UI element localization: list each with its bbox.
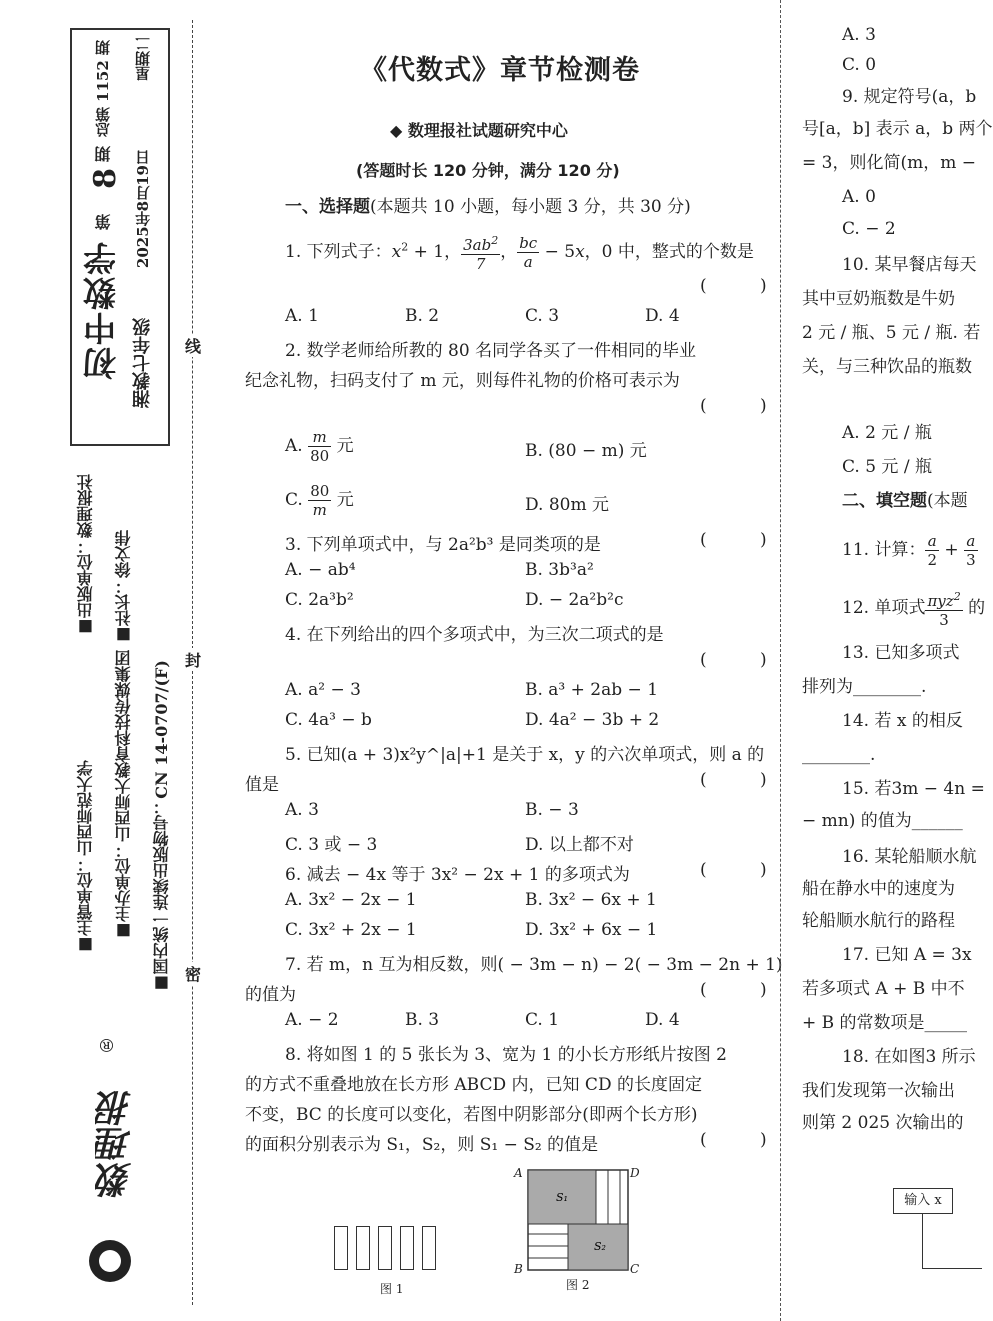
byline: ◆ 数理报社试题研究中心 — [390, 121, 568, 140]
vertex-d: D — [630, 1166, 640, 1180]
section-note: (本题共 10 小题，每小题 3 分，共 30 分) — [370, 197, 691, 217]
section-title: 一、选择题 — [285, 197, 370, 217]
answer-paren-2[interactable]: ( ) — [700, 396, 791, 416]
r-q17-line3: + B 的常数项是_____ — [802, 1013, 968, 1033]
r-q10-line3: 2 元 / 瓶、5 元 / 瓶. 若 — [802, 323, 981, 343]
q4-opt-b[interactable]: B. a³ + 2ab − 1 — [525, 680, 659, 700]
q5-opt-d[interactable]: D. 以上都不对 — [525, 835, 634, 855]
q7-opt-d[interactable]: D. 4 — [645, 1010, 680, 1030]
r-q9-opt-c[interactable]: C. − 2 — [842, 219, 896, 239]
r-q14-line1: 14. 若 x 的相反 — [842, 711, 963, 731]
figure-2-caption: 图 2 — [566, 1278, 590, 1292]
r-q18-line2: 我们发现第一次输出 — [802, 1081, 955, 1101]
q4-text: 4. 在下列给出的四个多项式中，为三次二项式的是 — [285, 625, 664, 645]
r-q16-line3: 轮船顺水航行的路程 — [802, 911, 955, 931]
grade-edition: 湘教七年级 — [132, 318, 153, 408]
r-q17-line2: 若多项式 A + B 中不 — [802, 979, 965, 999]
issue-number: 8 — [88, 168, 123, 189]
q5-line2: 值是 — [245, 775, 279, 795]
sponsor: ■主管单位：山西师范大学 — [76, 760, 95, 955]
q7-opt-b[interactable]: B. 3 — [405, 1010, 440, 1030]
q3-text: 3. 下列单项式中，与 2a²b³ 是同类项的是 — [285, 535, 601, 555]
question-1: 1. 下列式子：$x^2 + 1$， $\frac{3ab^2}{7}$ ， $\frac{bc}{a}$ − 5x，0 中，整式的个数是 — [285, 234, 754, 273]
flow-line-horizontal — [922, 1268, 982, 1269]
figure-2 — [520, 1164, 640, 1280]
q3-opt-d[interactable]: D. − 2a²b²c — [525, 590, 624, 610]
organizer: ■主办单位：山西师大教育科技传媒集团 — [114, 650, 133, 941]
r-q16-line2: 船在静水中的速度为 — [802, 879, 955, 899]
answer-paren-7[interactable]: ( ) — [700, 980, 791, 1000]
vertex-c: C — [630, 1262, 640, 1276]
q8-line1: 8. 将如图 1 的 5 张长为 3、宽为 1 的小长方形纸片按图 2 — [285, 1045, 727, 1065]
q6-opt-d[interactable]: D. 3x² + 6x − 1 — [525, 920, 658, 940]
r-q9-line1: 9. 规定符号(a，b — [842, 87, 977, 107]
r-q11-text: 11. 计算： — [842, 540, 926, 560]
publish-date: 2025年8月19日 — [134, 150, 152, 269]
cn-number: ■国内统一连续出版物号：CN 14-0707/(F) — [152, 660, 171, 994]
q5-opt-c[interactable]: C. 3 或 − 3 — [285, 835, 378, 855]
q8-line4: 的面积分别表示为 S₁，S₂，则 S₁ − S₂ 的值是 — [245, 1135, 599, 1155]
r-q11: 11. 计算： $\frac{a}{2}$ + $\frac{a}{3}$ — [842, 532, 976, 569]
r-q14-line2: ________. — [802, 745, 876, 765]
logo-wordmark: 数理报 — [95, 1090, 137, 1198]
section-heading-1 — [285, 192, 691, 217]
r-q10-opt-a[interactable]: A. 2 元 / 瓶 — [842, 423, 932, 443]
q2-opt-c[interactable]: C. $\frac{80}{m}$ 元 — [285, 482, 354, 519]
q5-opt-b[interactable]: B. − 3 — [525, 800, 579, 820]
figure-1-caption: 图 1 — [380, 1282, 404, 1296]
q1-opt-a[interactable]: A. 1 — [285, 306, 319, 326]
issue-label: 第 — [94, 214, 113, 230]
q6-opt-a[interactable]: A. 3x² − 2x − 1 — [285, 890, 417, 910]
flow-line-vertical — [922, 1214, 923, 1268]
q6-opt-b[interactable]: B. 3x² − 6x + 1 — [525, 890, 657, 910]
total-issue: 总第 1152 期 — [94, 40, 112, 138]
q1-opt-b[interactable]: B. 2 — [405, 306, 440, 326]
r-q15-line2: − mn) 的值为______ — [802, 811, 963, 831]
r-q16-line1: 16. 某轮船顺水航 — [842, 847, 977, 867]
r-section-2 — [842, 486, 968, 516]
q2-opt-a[interactable]: A. $\frac{m}{80}$ 元 — [285, 428, 354, 465]
q7-opt-c[interactable]: C. 1 — [525, 1010, 560, 1030]
r-q13-line2: 排列为________. — [802, 677, 927, 697]
label-s2: S₂ — [594, 1240, 606, 1253]
r-q18-line3: 则第 2 025 次输出的 — [802, 1113, 964, 1133]
r-q9-opt-a[interactable]: A. 0 — [842, 187, 876, 207]
r-q12-text: 12. 单项式 — [842, 598, 926, 618]
q3-opt-a[interactable]: A. − ab⁴ — [285, 560, 356, 580]
r-q15-line1: 15. 若3m − 4n = — [842, 779, 985, 799]
q4-opt-c[interactable]: C. 4a³ − b — [285, 710, 372, 730]
q6-text: 6. 减去 − 4x 等于 3x² − 2x + 1 的多项式为 — [285, 865, 630, 885]
q5-line1: 5. 已知(a + 3)x²y^|a|+1 是关于 x，y 的六次单项式，则 a 的 — [285, 745, 765, 765]
q4-opt-d[interactable]: D. 4a² − 3b + 2 — [525, 710, 660, 730]
r-q18-line1: 18. 在如图3 所示 — [842, 1047, 976, 1067]
president: ■社长：徐文伟 — [114, 530, 133, 645]
logo-icon — [89, 1240, 131, 1282]
q3-opt-b[interactable]: B. 3b³a² — [525, 560, 594, 580]
label-s1: S₁ — [556, 1191, 568, 1204]
registered-mark: ® — [96, 1034, 117, 1055]
answer-paren-4[interactable]: ( ) — [700, 650, 791, 670]
q1-opt-d[interactable]: D. 4 — [645, 306, 680, 326]
flow-input-box: 输入 x — [893, 1188, 953, 1214]
q7-line1: 7. 若 m，n 互为相反数，则( − 3m − n) − 2( − 3m − 2n + 1) — [285, 955, 783, 975]
q5-opt-a[interactable]: A. 3 — [285, 800, 319, 820]
q2-line2: 纪念礼物，扫码支付了 m 元，则每件礼物的价格可表示为 — [245, 371, 680, 391]
issue-suffix: 期 — [94, 146, 113, 162]
newspaper-title: 初中数学 — [82, 240, 121, 380]
weekday: 星期二 — [134, 36, 152, 81]
q2-line1: 2. 数学老师给所教的 80 名同学各买了一件相同的毕业 — [285, 341, 697, 361]
q8-line2: 的方式不重叠地放在长方形 ABCD 内，已知 CD 的长度固定 — [245, 1075, 702, 1095]
r-q10-opt-c[interactable]: C. 5 元 / 瓶 — [842, 457, 932, 477]
q2-opt-d[interactable]: D. 80m 元 — [525, 495, 609, 515]
r-q8-opt-c[interactable]: C. 0 — [842, 55, 877, 75]
q2-yuan-a: 元 — [336, 436, 354, 456]
strip-4 — [400, 1226, 414, 1270]
strip-2 — [356, 1226, 370, 1270]
column-divider — [780, 0, 781, 1321]
seal-char-secret: 密 — [183, 962, 203, 985]
r-q17-line1: 17. 已知 A = 3x — [842, 945, 972, 965]
seal-char-line: 线 — [183, 334, 203, 357]
r-q13-line1: 13. 已知多项式 — [842, 643, 960, 663]
q3-opt-c[interactable]: C. 2a³b² — [285, 590, 354, 610]
q2-yuan-c: 元 — [336, 490, 354, 510]
answer-paren-3[interactable]: ( ) — [700, 530, 791, 550]
answer-paren-8[interactable]: ( ) — [700, 1130, 791, 1150]
answer-paren-1[interactable]: ( ) — [700, 276, 791, 296]
q6-opt-c[interactable]: C. 3x² + 2x − 1 — [285, 920, 417, 940]
r-q8-opt-a[interactable]: A. 3 — [842, 25, 876, 45]
publisher: ■出版单位：数理报社 — [76, 474, 95, 637]
strip-5 — [422, 1226, 436, 1270]
q7-line2: 的值为 — [245, 985, 296, 1005]
r-q9-line2: 号[a，b] 表示 a，b 两个 — [802, 119, 993, 139]
answer-paren-5[interactable]: ( ) — [700, 770, 791, 790]
q8-line3: 不变，BC 的长度可以变化，若图中阴影部分(即两个长方形) — [245, 1105, 698, 1125]
q1-text-a: 1. 下列式子： — [285, 242, 392, 262]
vertex-b: B — [514, 1262, 523, 1276]
answer-paren-6[interactable]: ( ) — [700, 860, 791, 880]
q7-opt-a[interactable]: A. − 2 — [285, 1010, 339, 1030]
vertex-a: A — [514, 1166, 523, 1180]
r-q10-line1: 10. 某早餐店每天 — [842, 255, 977, 275]
q2-opt-b[interactable]: B. (80 − m) 元 — [525, 441, 647, 461]
q1-text-b: ，整式的个数是 — [634, 242, 754, 262]
exam-duration: (答题时长 120 分钟，满分 120 分) — [356, 161, 620, 180]
figure-1 — [334, 1226, 446, 1272]
seal-char-seal: 封 — [183, 648, 203, 671]
r-q10-line2: 其中豆奶瓶数是牛奶 — [802, 289, 955, 309]
r-section-2-note: (本题 — [927, 491, 968, 511]
r-q9-line3: = 3，则化简(m，m − — [802, 153, 976, 173]
q4-opt-a[interactable]: A. a² − 3 — [285, 680, 361, 700]
page-title: 《代数式》章节检测卷 — [360, 55, 640, 86]
r-q12: 12. 单项式 $\frac{\pi yz^2}{3}$ 的 — [842, 590, 986, 629]
strip-1 — [334, 1226, 348, 1270]
r-section-2-title: 二、填空题 — [842, 491, 927, 511]
strip-3 — [378, 1226, 392, 1270]
r-q10-line4: 关，与三种饮品的瓶数 — [802, 357, 972, 377]
r-q12-tail: 的 — [968, 598, 986, 618]
q1-opt-c[interactable]: C. 3 — [525, 306, 560, 326]
